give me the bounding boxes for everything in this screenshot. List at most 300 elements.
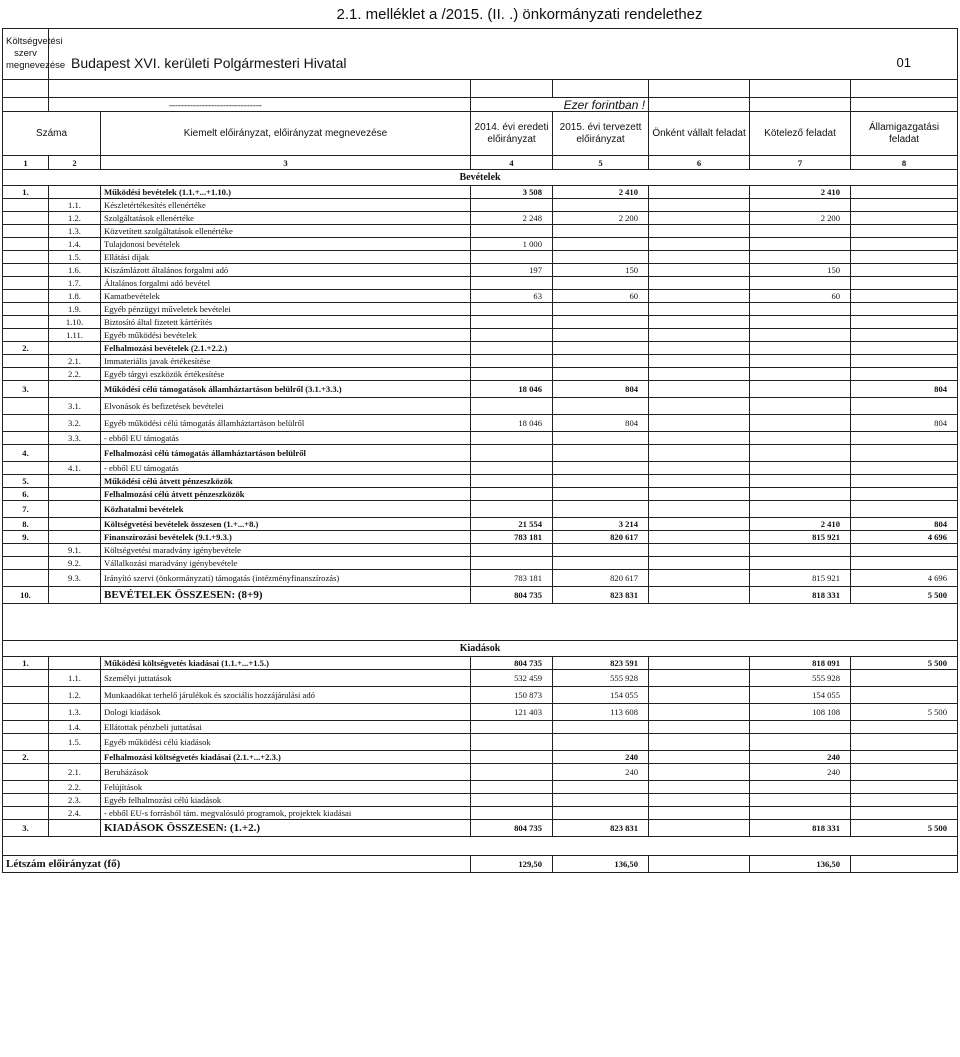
value-state-admin: 4 696 xyxy=(851,531,958,544)
value-2014: 21 554 xyxy=(471,518,553,531)
row-number: 5. xyxy=(3,475,49,488)
value-mandatory: 2 410 xyxy=(750,186,851,199)
row-subnumber: 2.3. xyxy=(49,794,101,807)
row-number xyxy=(3,212,49,225)
headcount-mandatory: 136,50 xyxy=(750,856,851,873)
row-label: Költségvetési maradvány igénybevétele xyxy=(101,544,471,557)
row-label: Biztosító által fizetett kártérítés xyxy=(101,316,471,329)
document-title: 2.1. melléklet a /2015. (II. .) önkormányzati rendelethez xyxy=(336,6,703,23)
value-state-admin xyxy=(851,277,958,290)
value-2015 xyxy=(553,734,649,751)
value-2014: 197 xyxy=(471,264,553,277)
row-subnumber: 2.2. xyxy=(49,781,101,794)
value-mandatory xyxy=(750,277,851,290)
value-2014 xyxy=(471,355,553,368)
value-2015 xyxy=(553,238,649,251)
row-label: Tulajdonosi bevételek xyxy=(101,238,471,251)
value-voluntary xyxy=(649,329,750,342)
value-2014: 2 248 xyxy=(471,212,553,225)
value-2014 xyxy=(471,751,553,764)
value-mandatory xyxy=(750,381,851,398)
income-row xyxy=(3,212,958,225)
value-voluntary xyxy=(649,687,750,704)
value-2014: 804 735 xyxy=(471,657,553,670)
value-2015 xyxy=(553,316,649,329)
value-state-admin xyxy=(851,751,958,764)
row-number xyxy=(3,316,49,329)
row-subnumber: 2.1. xyxy=(49,355,101,368)
value-2015 xyxy=(553,355,649,368)
page xyxy=(2,2,957,873)
value-2014 xyxy=(471,501,553,518)
value-voluntary xyxy=(649,570,750,587)
row-subnumber: 1.5. xyxy=(49,251,101,264)
row-label: Egyéb működési célú támogatás államháztartáson belülről xyxy=(101,415,471,432)
value-mandatory: 240 xyxy=(750,751,851,764)
value-state-admin xyxy=(851,670,958,687)
row-label: Munkaadókat terhelő járulékok és szociális hozzájárulási adó xyxy=(101,687,471,704)
row-label: Egyéb működési bevételek xyxy=(101,329,471,342)
row-subnumber: 3.2. xyxy=(49,415,101,432)
row-label: Közhatalmi bevételek xyxy=(101,501,471,518)
value-2015 xyxy=(553,329,649,342)
row-number: 1. xyxy=(3,186,49,199)
income-row xyxy=(3,277,958,290)
row-number xyxy=(3,355,49,368)
value-2015 xyxy=(553,251,649,264)
row-number: 4. xyxy=(3,445,49,462)
value-2015 xyxy=(553,807,649,820)
row-number: 8. xyxy=(3,518,49,531)
value-voluntary xyxy=(649,531,750,544)
row-label: Készletértékesítés ellenértéke xyxy=(101,199,471,212)
headcount-voluntary xyxy=(649,856,750,873)
value-voluntary xyxy=(649,199,750,212)
row-number xyxy=(3,781,49,794)
income-row xyxy=(3,355,958,368)
value-state-admin xyxy=(851,329,958,342)
row-label: Kiszámlázott általános forgalmi adó xyxy=(101,264,471,277)
col-head-name: Kiemelt előirányzat, előirányzat megnevezése xyxy=(101,112,471,156)
value-state-admin: 804 xyxy=(851,415,958,432)
dashes-line: ------------------------------- xyxy=(49,98,471,112)
value-2015: 823 831 xyxy=(553,820,649,837)
row-number: 6. xyxy=(3,488,49,501)
value-2015: 555 928 xyxy=(553,670,649,687)
row-number xyxy=(3,721,49,734)
value-mandatory: 818 331 xyxy=(750,587,851,604)
expense-row xyxy=(3,734,958,751)
value-mandatory xyxy=(750,432,851,445)
row-subnumber: 1.2. xyxy=(49,212,101,225)
income-row xyxy=(3,186,958,199)
value-2015: 804 xyxy=(553,381,649,398)
income-row xyxy=(3,316,958,329)
value-2014: 63 xyxy=(471,290,553,303)
income-row xyxy=(3,415,958,432)
col-head-2014: 2014. évi eredeti előirányzat xyxy=(471,112,553,156)
value-state-admin xyxy=(851,432,958,445)
row-label: Irányító szervi (önkormányzati) támogatás (intézményfinanszírozás) xyxy=(101,570,471,587)
value-mandatory: 2 410 xyxy=(750,518,851,531)
value-2015 xyxy=(553,475,649,488)
value-2015: 113 608 xyxy=(553,704,649,721)
value-state-admin xyxy=(851,251,958,264)
row-subnumber xyxy=(49,501,101,518)
value-2014 xyxy=(471,807,553,820)
value-state-admin xyxy=(851,290,958,303)
row-label: Felhalmozási célú támogatás államháztartáson belülről xyxy=(101,445,471,462)
value-voluntary xyxy=(649,186,750,199)
value-2014 xyxy=(471,316,553,329)
value-state-admin xyxy=(851,721,958,734)
value-voluntary xyxy=(649,544,750,557)
value-2014: 121 403 xyxy=(471,704,553,721)
row-subnumber: 3.1. xyxy=(49,398,101,415)
value-mandatory: 818 331 xyxy=(750,820,851,837)
row-subnumber: 1.2. xyxy=(49,687,101,704)
value-state-admin xyxy=(851,342,958,355)
row-label: Egyéb tárgyi eszközök értékesítése xyxy=(101,368,471,381)
value-mandatory xyxy=(750,199,851,212)
income-row xyxy=(3,238,958,251)
row-subnumber xyxy=(49,657,101,670)
value-2014 xyxy=(471,488,553,501)
row-number xyxy=(3,398,49,415)
row-subnumber: 1.3. xyxy=(49,225,101,238)
value-mandatory xyxy=(750,475,851,488)
row-label: Működési célú támogatások államháztartáson belülről (3.1.+3.3.) xyxy=(101,381,471,398)
value-2015: 820 617 xyxy=(553,570,649,587)
value-2015 xyxy=(553,794,649,807)
value-2014: 804 735 xyxy=(471,820,553,837)
value-2014: 532 459 xyxy=(471,670,553,687)
value-2014 xyxy=(471,445,553,462)
value-state-admin xyxy=(851,316,958,329)
row-label: Személyi juttatások xyxy=(101,670,471,687)
row-subnumber: 1.1. xyxy=(49,199,101,212)
row-subnumber xyxy=(49,518,101,531)
row-label: Elvonások és befizetések bevételei xyxy=(101,398,471,415)
row-label: Működési bevételek (1.1.+...+1.10.) xyxy=(101,186,471,199)
value-voluntary xyxy=(649,704,750,721)
expense-row xyxy=(3,751,958,764)
row-label: Felújítások xyxy=(101,781,471,794)
value-2014: 150 873 xyxy=(471,687,553,704)
value-state-admin xyxy=(851,501,958,518)
value-voluntary xyxy=(649,657,750,670)
row-label: Működési költségvetés kiadásai (1.1.+...+1.5.) xyxy=(101,657,471,670)
value-mandatory xyxy=(750,303,851,316)
org-name: Budapest XVI. kerületi Polgármesteri Hivatal xyxy=(49,29,649,80)
expense-row xyxy=(3,657,958,670)
value-voluntary xyxy=(649,670,750,687)
value-voluntary xyxy=(649,475,750,488)
org-label: Költségvetési szerv megnevezése xyxy=(3,29,49,80)
row-number: 3. xyxy=(3,820,49,837)
row-subnumber xyxy=(49,820,101,837)
value-2015: 804 xyxy=(553,415,649,432)
value-2014 xyxy=(471,329,553,342)
value-2014 xyxy=(471,199,553,212)
budget-table xyxy=(2,28,958,873)
col-num-7: 7 xyxy=(750,156,851,170)
col-num-2: 2 xyxy=(49,156,101,170)
row-subnumber: 9.2. xyxy=(49,557,101,570)
row-number: 1. xyxy=(3,657,49,670)
value-mandatory xyxy=(750,329,851,342)
col-head-voluntary: Önként vállalt feladat xyxy=(649,112,750,156)
value-2015: 2 410 xyxy=(553,186,649,199)
value-voluntary xyxy=(649,342,750,355)
row-label: Költségvetési bevételek összesen (1.+...+8.) xyxy=(101,518,471,531)
value-state-admin xyxy=(851,303,958,316)
row-subnumber: 1.8. xyxy=(49,290,101,303)
value-2014 xyxy=(471,734,553,751)
value-2014 xyxy=(471,432,553,445)
value-voluntary xyxy=(649,355,750,368)
expense-row xyxy=(3,794,958,807)
col-head-number: Száma xyxy=(3,112,101,156)
value-mandatory xyxy=(750,807,851,820)
value-2015: 240 xyxy=(553,751,649,764)
row-number xyxy=(3,432,49,445)
row-label: Felhalmozási költségvetés kiadásai (2.1.+...+2.3.) xyxy=(101,751,471,764)
row-number: 10. xyxy=(3,587,49,604)
row-subnumber: 1.3. xyxy=(49,704,101,721)
income-row xyxy=(3,303,958,316)
value-state-admin xyxy=(851,557,958,570)
row-label: Közvetített szolgáltatások ellenértéke xyxy=(101,225,471,238)
value-voluntary xyxy=(649,277,750,290)
value-voluntary xyxy=(649,794,750,807)
value-2015 xyxy=(553,488,649,501)
value-mandatory xyxy=(750,721,851,734)
value-2015: 154 055 xyxy=(553,687,649,704)
row-number: 2. xyxy=(3,342,49,355)
row-label: Ellátottak pénzbeli juttatásai xyxy=(101,721,471,734)
row-label: Működési célú átvett pénzeszközök xyxy=(101,475,471,488)
value-mandatory xyxy=(750,238,851,251)
value-mandatory: 818 091 xyxy=(750,657,851,670)
row-subnumber: 1.1. xyxy=(49,670,101,687)
row-number xyxy=(3,687,49,704)
value-2014 xyxy=(471,398,553,415)
row-subnumber xyxy=(49,381,101,398)
col-num-8: 8 xyxy=(851,156,958,170)
value-mandatory: 154 055 xyxy=(750,687,851,704)
row-label: BEVÉTELEK ÖSSZESEN: (8+9) xyxy=(101,587,471,604)
row-subnumber xyxy=(49,751,101,764)
row-subnumber: 2.2. xyxy=(49,368,101,381)
row-label: - ebből EU-s forrásból tám. megvalósuló programok, projektek kiadásai xyxy=(101,807,471,820)
income-row xyxy=(3,570,958,587)
value-state-admin: 5 500 xyxy=(851,704,958,721)
expense-row xyxy=(3,764,958,781)
value-2015 xyxy=(553,368,649,381)
row-number: 3. xyxy=(3,381,49,398)
value-state-admin xyxy=(851,794,958,807)
value-voluntary xyxy=(649,415,750,432)
value-mandatory xyxy=(750,316,851,329)
row-subnumber xyxy=(49,342,101,355)
row-number xyxy=(3,225,49,238)
value-voluntary xyxy=(649,238,750,251)
row-number xyxy=(3,251,49,264)
row-number xyxy=(3,415,49,432)
value-voluntary xyxy=(649,251,750,264)
value-2014 xyxy=(471,544,553,557)
value-2015 xyxy=(553,432,649,445)
row-label: Ellátási díjak xyxy=(101,251,471,264)
row-number xyxy=(3,734,49,751)
value-2015: 820 617 xyxy=(553,531,649,544)
income-row xyxy=(3,488,958,501)
income-row xyxy=(3,199,958,212)
row-label: Szolgáltatások ellenértéke xyxy=(101,212,471,225)
value-2015 xyxy=(553,781,649,794)
value-state-admin xyxy=(851,764,958,781)
row-number xyxy=(3,807,49,820)
value-2015: 823 591 xyxy=(553,657,649,670)
value-2015 xyxy=(553,225,649,238)
value-voluntary xyxy=(649,462,750,475)
income-row xyxy=(3,342,958,355)
row-subnumber: 3.3. xyxy=(49,432,101,445)
value-state-admin: 5 500 xyxy=(851,657,958,670)
income-row xyxy=(3,531,958,544)
value-2014: 18 046 xyxy=(471,381,553,398)
value-2015: 60 xyxy=(553,290,649,303)
income-row xyxy=(3,544,958,557)
value-voluntary xyxy=(649,381,750,398)
value-mandatory xyxy=(750,398,851,415)
row-label: Felhalmozási bevételek (2.1.+2.2.) xyxy=(101,342,471,355)
row-number xyxy=(3,368,49,381)
value-state-admin: 4 696 xyxy=(851,570,958,587)
expense-row xyxy=(3,820,958,837)
row-subnumber: 1.4. xyxy=(49,238,101,251)
value-voluntary xyxy=(649,557,750,570)
value-voluntary xyxy=(649,225,750,238)
value-2015 xyxy=(553,501,649,518)
value-2015 xyxy=(553,398,649,415)
value-2015 xyxy=(553,557,649,570)
income-row xyxy=(3,587,958,604)
value-2014 xyxy=(471,342,553,355)
value-voluntary xyxy=(649,820,750,837)
value-2015 xyxy=(553,303,649,316)
row-subnumber: 2.4. xyxy=(49,807,101,820)
row-number xyxy=(3,557,49,570)
value-mandatory: 815 921 xyxy=(750,570,851,587)
value-state-admin xyxy=(851,264,958,277)
value-2014: 783 181 xyxy=(471,531,553,544)
org-code: 01 xyxy=(851,29,958,80)
row-label: Finanszírozási bevételek (9.1.+9.3.) xyxy=(101,531,471,544)
value-voluntary xyxy=(649,764,750,781)
row-subnumber: 4.1. xyxy=(49,462,101,475)
row-subnumber xyxy=(49,186,101,199)
income-row xyxy=(3,518,958,531)
value-2014 xyxy=(471,475,553,488)
row-number xyxy=(3,462,49,475)
row-number xyxy=(3,277,49,290)
value-2015: 2 200 xyxy=(553,212,649,225)
income-row xyxy=(3,329,958,342)
row-subnumber: 1.9. xyxy=(49,303,101,316)
value-state-admin xyxy=(851,355,958,368)
row-subnumber: 1.7. xyxy=(49,277,101,290)
value-2014 xyxy=(471,225,553,238)
row-subnumber: 9.1. xyxy=(49,544,101,557)
value-mandatory xyxy=(750,734,851,751)
value-2015: 823 831 xyxy=(553,587,649,604)
value-mandatory xyxy=(750,488,851,501)
row-subnumber xyxy=(49,475,101,488)
expense-row xyxy=(3,721,958,734)
value-2014 xyxy=(471,251,553,264)
income-row xyxy=(3,475,958,488)
value-voluntary xyxy=(649,488,750,501)
value-mandatory xyxy=(750,355,851,368)
value-mandatory: 108 108 xyxy=(750,704,851,721)
row-label: Vállalkozási maradvány igénybevétele xyxy=(101,557,471,570)
income-row xyxy=(3,445,958,462)
section-expense-title: Kiadások xyxy=(3,641,958,657)
value-voluntary xyxy=(649,587,750,604)
row-subnumber xyxy=(49,445,101,462)
row-number xyxy=(3,704,49,721)
value-state-admin xyxy=(851,445,958,462)
value-2014 xyxy=(471,303,553,316)
row-number: 9. xyxy=(3,531,49,544)
row-label: Immateriális javak értékesítése xyxy=(101,355,471,368)
value-voluntary xyxy=(649,303,750,316)
value-state-admin: 5 500 xyxy=(851,820,958,837)
value-voluntary xyxy=(649,445,750,462)
value-mandatory xyxy=(750,544,851,557)
value-state-admin xyxy=(851,368,958,381)
value-voluntary xyxy=(649,212,750,225)
row-number xyxy=(3,764,49,781)
value-2015: 3 214 xyxy=(553,518,649,531)
row-subnumber: 1.5. xyxy=(49,734,101,751)
row-number: 2. xyxy=(3,751,49,764)
income-row xyxy=(3,381,958,398)
headcount-label: Létszám előirányzat (fő) xyxy=(3,856,471,873)
row-label: - ebből EU támogatás xyxy=(101,432,471,445)
row-number xyxy=(3,238,49,251)
value-2015 xyxy=(553,277,649,290)
value-state-admin: 804 xyxy=(851,518,958,531)
value-mandatory xyxy=(750,557,851,570)
value-state-admin: 804 xyxy=(851,381,958,398)
value-state-admin xyxy=(851,734,958,751)
col-head-mandatory: Kötelező feladat xyxy=(750,112,851,156)
value-2014 xyxy=(471,721,553,734)
value-state-admin xyxy=(851,488,958,501)
col-head-state-admin: Államigazgatási feladat xyxy=(851,112,958,156)
value-state-admin xyxy=(851,807,958,820)
value-mandatory: 150 xyxy=(750,264,851,277)
income-row xyxy=(3,251,958,264)
row-number xyxy=(3,570,49,587)
value-mandatory xyxy=(750,342,851,355)
row-subnumber xyxy=(49,587,101,604)
value-2015 xyxy=(553,199,649,212)
value-voluntary xyxy=(649,721,750,734)
